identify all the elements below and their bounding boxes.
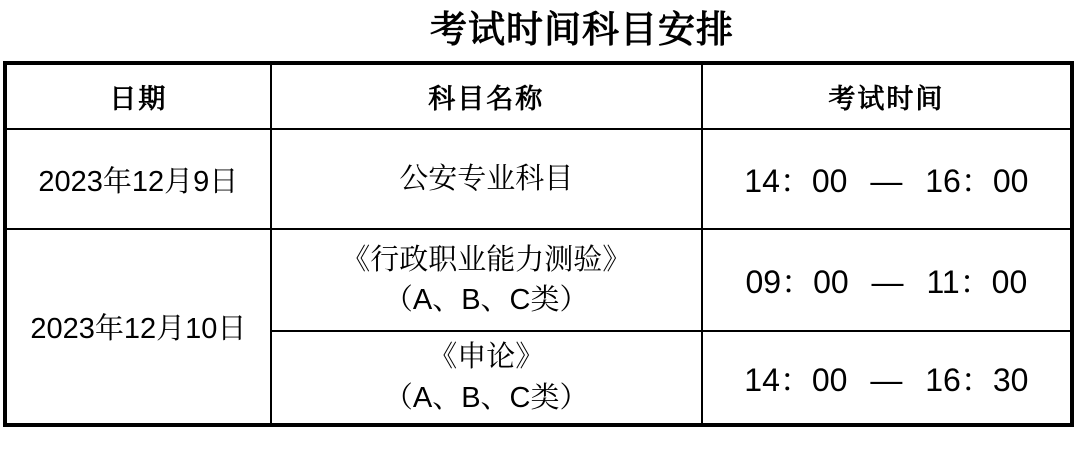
subject-category-line: （A、B、C类） (383, 284, 589, 317)
header-date: 日期 (5, 63, 271, 129)
subject-title-line: 《申论》 (428, 341, 545, 374)
date-cell-dec9: 2023年12月9日 (5, 129, 271, 229)
table-row-dec9 (5, 129, 1072, 229)
header-subject-name: 科目名称 (271, 63, 702, 129)
subject-cell-essay (271, 331, 702, 425)
subject-cell-public-security: 公安专业科目 (271, 129, 702, 229)
subject-title-line: 《行政职业能力测验》 (341, 243, 632, 276)
exam-schedule-table (3, 61, 1074, 427)
time-cell-dec9: 14：00 — 16：00 (702, 129, 1072, 229)
date-cell-dec10: 2023年12月10日 (5, 229, 271, 425)
time-cell-dec10-morning: 09：00 — 11：00 (702, 229, 1072, 331)
subject-category-line: （A、B、C类） (383, 381, 589, 414)
table-header-row (5, 63, 1072, 129)
page-title: 考试时间科目安排 (430, 9, 734, 50)
subject-cell-aptitude-test (271, 229, 702, 331)
time-cell-dec10-afternoon: 14：00 — 16：30 (702, 331, 1072, 425)
header-exam-time: 考试时间 (702, 63, 1072, 129)
table-row-dec10-morning (5, 229, 1072, 331)
